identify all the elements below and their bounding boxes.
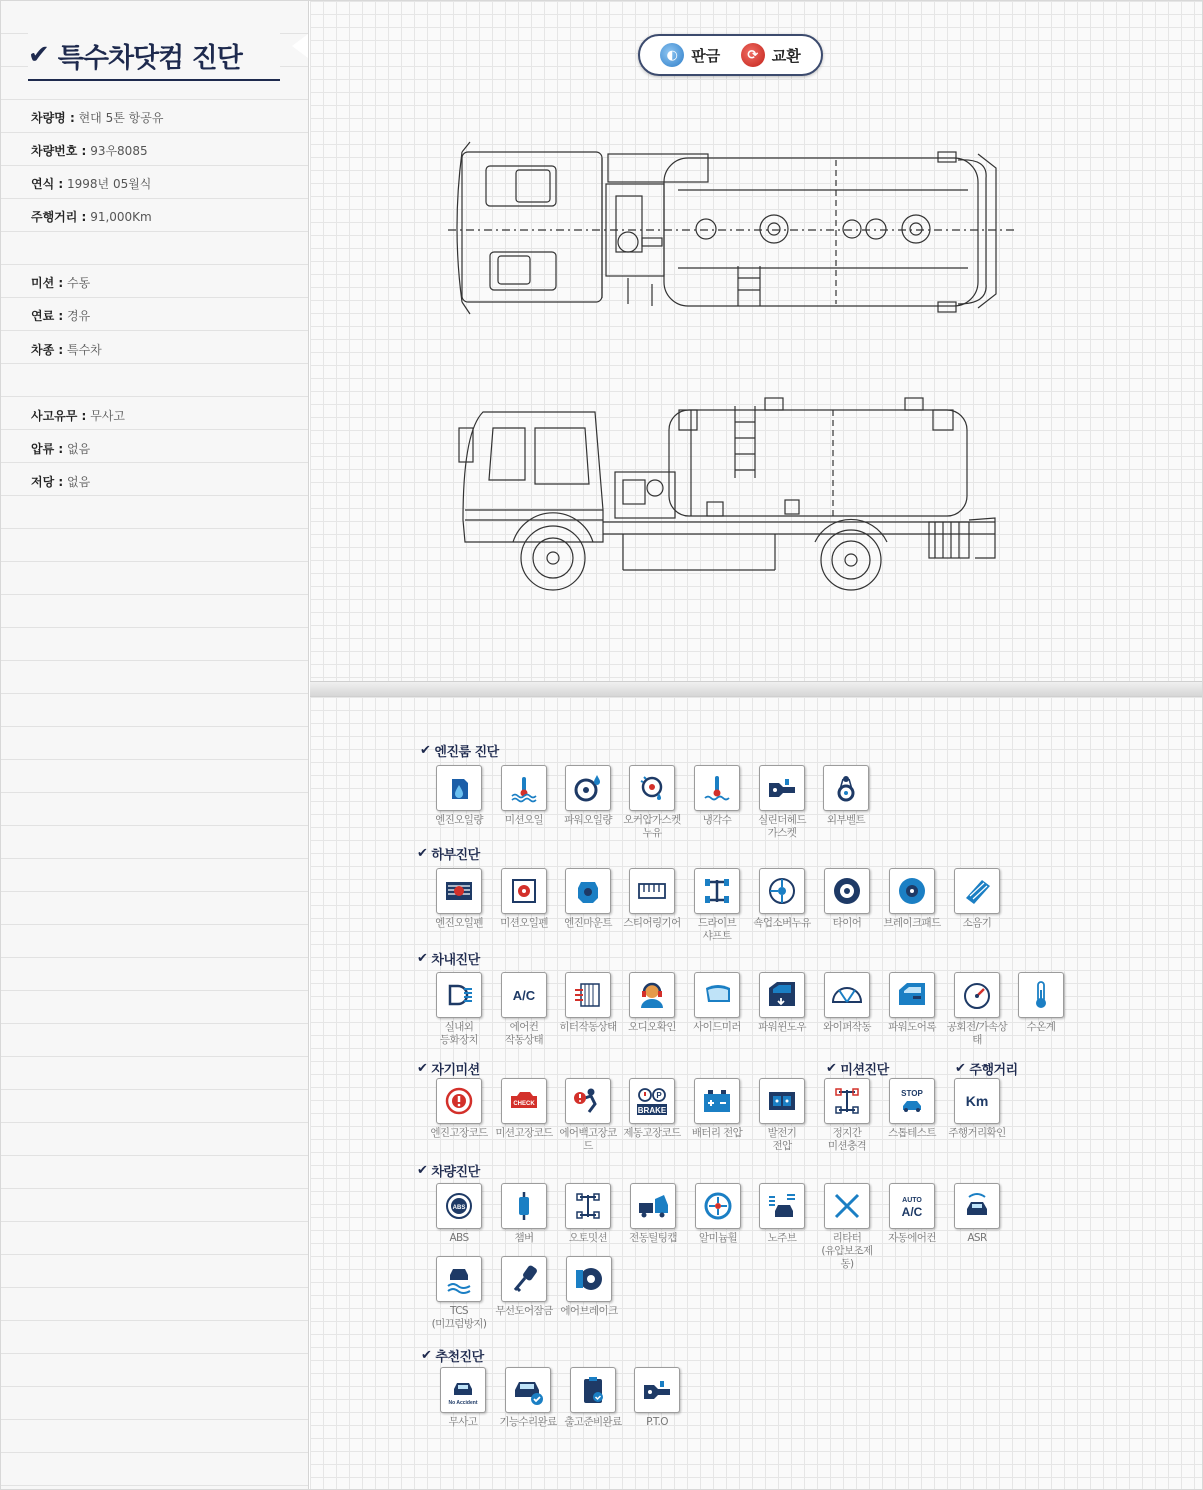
ac-icon-text: A/C — [512, 988, 536, 1003]
info-label: 차종 : — [31, 343, 64, 357]
external-belt-icon[interactable] — [823, 765, 869, 811]
auto-ac-icon[interactable] — [889, 1183, 935, 1229]
item-label: 파워오일량 — [564, 814, 612, 826]
diag-item[interactable] — [685, 868, 749, 943]
item-label: 실내외 등화장치 — [439, 1021, 479, 1046]
item-label: 실린더헤드 가스켓 — [758, 814, 806, 839]
item-label: 파워윈도우 — [758, 1021, 806, 1033]
item-label: ASR — [967, 1232, 987, 1244]
nozzle-car-icon[interactable] — [759, 1183, 805, 1229]
side-mirror-icon[interactable] — [694, 972, 740, 1018]
stop-icon-text: STOP — [901, 1089, 923, 1098]
item-label: 공회전/가속상태 — [946, 1021, 1008, 1046]
item-label: 엔진마운트 — [564, 917, 612, 929]
power-door-lock-icon[interactable] — [889, 972, 935, 1018]
check-icon: ✔ — [417, 951, 428, 966]
section-title: 차내진단 — [431, 953, 480, 968]
heater-icon[interactable] — [565, 972, 611, 1018]
check-icon: ✔ — [826, 1061, 837, 1076]
diag-item[interactable] — [685, 972, 749, 1034]
truck-side-view-diagram[interactable] — [455, 392, 1005, 594]
diag-item[interactable] — [561, 1367, 625, 1429]
diag-item[interactable] — [492, 972, 556, 1047]
item-label: 챔버 — [514, 1232, 534, 1244]
info-label: 차량명 : — [31, 111, 75, 125]
info-label: 차량번호 : — [31, 144, 87, 158]
replace-label: 교환 — [771, 46, 801, 65]
section-separator — [310, 681, 1202, 697]
mileage-check-icon[interactable] — [954, 1078, 1000, 1124]
diag-item[interactable] — [815, 972, 879, 1034]
pto-icon[interactable] — [634, 1367, 680, 1413]
info-value: 무사고 — [90, 409, 125, 423]
info-label: 연식 : — [31, 177, 64, 191]
automatic-transmission-icon[interactable] — [565, 1183, 611, 1229]
diag-item[interactable] — [880, 1183, 944, 1245]
item-label: 오커압가스켓 누유 — [623, 814, 681, 839]
dent-icon: ◐ — [660, 43, 684, 67]
item-label: 전동틸팅캡 — [629, 1232, 677, 1244]
transmission-oil-icon[interactable] — [501, 765, 547, 811]
repair-complete-icon[interactable] — [505, 1367, 551, 1413]
diag-item[interactable] — [880, 868, 944, 930]
diag-item[interactable] — [496, 1367, 560, 1429]
item-label: 엔진오일량 — [435, 814, 483, 826]
idle-accel-gauge-icon[interactable] — [954, 972, 1000, 1018]
diag-item[interactable] — [815, 1078, 879, 1153]
item-label: 에어브레이크 — [560, 1305, 618, 1317]
section-title: 주행거리 — [969, 1063, 1018, 1078]
item-label: 무선도어잠금 — [495, 1305, 553, 1317]
diag-item[interactable] — [427, 868, 491, 930]
diag-item[interactable] — [945, 1078, 1009, 1140]
brake-pad-icon[interactable] — [889, 868, 935, 914]
info-value: 1998년 05월식 — [67, 177, 152, 191]
section-recommended — [421, 1346, 484, 1365]
info-row-transmission — [31, 274, 94, 291]
section-title: 차량진단 — [431, 1165, 480, 1180]
steering-gear-icon[interactable] — [629, 868, 675, 914]
info-row-name — [31, 109, 167, 126]
diag-item[interactable] — [814, 765, 878, 827]
engine-oil-icon[interactable] — [436, 765, 482, 811]
diag-item[interactable] — [556, 972, 620, 1034]
diag-item[interactable] — [625, 1367, 689, 1429]
item-label: TCS (미끄럼방지) — [431, 1305, 487, 1330]
item-label: P.T.O — [646, 1416, 668, 1428]
dent-legend-button[interactable] — [660, 43, 720, 67]
power-steering-oil-icon[interactable] — [565, 765, 611, 811]
dent-label: 판금 — [691, 46, 721, 65]
replace-legend-button[interactable] — [741, 43, 801, 67]
section-title: 엔진룸 진단 — [434, 745, 499, 760]
info-value: 없음 — [67, 442, 91, 456]
diag-item[interactable] — [880, 972, 944, 1034]
item-label: 브레이크패드 — [883, 917, 941, 929]
info-label: 저당 : — [31, 475, 64, 489]
damage-legend — [638, 34, 823, 76]
diag-item[interactable] — [427, 1256, 491, 1331]
item-label: 오디오확인 — [628, 1021, 676, 1033]
engine-mount-icon[interactable] — [565, 868, 611, 914]
info-row-mortgage — [31, 473, 94, 490]
section-self-diagnosis — [417, 1059, 480, 1078]
diag-item[interactable] — [750, 1078, 814, 1153]
cylinder-head-gasket-icon[interactable] — [759, 765, 805, 811]
diag-item[interactable] — [685, 1078, 749, 1140]
diag-item[interactable] — [492, 868, 556, 930]
tire-icon[interactable] — [824, 868, 870, 914]
diag-item[interactable] — [880, 1078, 944, 1140]
item-label: 리타터 (유압보조제동) — [821, 1232, 873, 1270]
item-label: 쇽업소버누유 — [753, 917, 811, 929]
diag-item[interactable] — [620, 972, 684, 1034]
info-row-accident — [31, 407, 129, 424]
diag-item[interactable] — [492, 1256, 556, 1318]
power-window-icon[interactable] — [759, 972, 805, 1018]
diag-item[interactable] — [750, 868, 814, 930]
check-icon: ✔ — [955, 1061, 966, 1076]
diag-item[interactable] — [556, 1183, 620, 1245]
info-label: 주행거리 : — [31, 210, 87, 224]
diag-item[interactable] — [492, 1078, 556, 1140]
item-label: 사이드미러 — [693, 1021, 741, 1033]
diag-item[interactable] — [620, 868, 684, 930]
diag-item[interactable] — [815, 1183, 879, 1271]
chamber-icon[interactable] — [501, 1183, 547, 1229]
item-label: 외부벨트 — [826, 814, 866, 826]
diag-item[interactable] — [492, 765, 556, 827]
km-icon-text: Km — [965, 1093, 989, 1109]
sidebar-fold-notch — [292, 34, 308, 58]
retarder-icon[interactable] — [824, 1183, 870, 1229]
section-mileage — [955, 1059, 1018, 1078]
transmission-oil-pan-icon[interactable] — [501, 868, 547, 914]
headlight-icon[interactable] — [436, 972, 482, 1018]
item-label: 출고준비완료 — [564, 1416, 622, 1428]
abs-icon[interactable] — [436, 1183, 482, 1229]
section-transmission — [826, 1059, 889, 1078]
item-label: 기능수리완료 — [499, 1416, 557, 1428]
section-title: 자기미션 — [431, 1063, 480, 1078]
diag-item[interactable] — [620, 765, 684, 840]
sidebar-title — [28, 31, 280, 81]
diag-item[interactable] — [427, 972, 491, 1047]
section-title: 추천진단 — [435, 1350, 484, 1365]
check-icon: ✔ — [28, 40, 50, 70]
engine-oil-pan-icon[interactable] — [436, 868, 482, 914]
info-row-fuel — [31, 307, 94, 324]
item-label: 히터작동상태 — [559, 1021, 617, 1033]
item-label: 드라이브 샤프트 — [697, 917, 737, 942]
diag-item[interactable] — [685, 765, 749, 827]
info-value: 현대 5톤 항공유 — [78, 111, 164, 125]
auto-icon-text: AUTO — [902, 1197, 922, 1204]
water-temp-gauge-icon[interactable] — [1018, 972, 1064, 1018]
key-icon[interactable] — [501, 1256, 547, 1302]
item-label: 소음기 — [962, 917, 992, 929]
section-title: 미션진단 — [840, 1063, 889, 1078]
check-icon: ✔ — [421, 1348, 432, 1363]
coolant-icon[interactable] — [694, 765, 740, 811]
drive-shaft-icon[interactable] — [694, 868, 740, 914]
item-label: ABS — [449, 1232, 469, 1244]
replace-icon: ⟳ — [741, 43, 765, 67]
brake-p-text: P — [656, 1091, 662, 1100]
diag-item[interactable] — [427, 1183, 491, 1245]
diag-item[interactable] — [557, 1256, 621, 1318]
diag-item[interactable] — [556, 765, 620, 827]
diag-item[interactable] — [621, 1183, 685, 1245]
diag-item[interactable] — [1009, 972, 1073, 1034]
info-value: 경유 — [67, 309, 91, 323]
truck-top-view-diagram[interactable] — [448, 138, 1018, 323]
info-label: 연료 : — [31, 309, 64, 323]
check-icon: ✔ — [420, 743, 431, 758]
check-engine-icon[interactable] — [501, 1078, 547, 1124]
info-label: 사고유무 : — [31, 409, 87, 423]
section-engine-room — [420, 741, 499, 760]
item-label: 에어백고장코드 — [559, 1127, 617, 1152]
check-icon-text: CHECK — [513, 1101, 535, 1107]
check-icon: ✔ — [417, 1061, 428, 1076]
item-label: 냉각수 — [702, 814, 732, 826]
info-value: 특수차 — [67, 343, 102, 357]
muffler-icon[interactable] — [954, 868, 1000, 914]
tcs-icon[interactable] — [436, 1256, 482, 1302]
item-label: 미션오일 — [504, 814, 544, 826]
item-label: 오토밋션 — [568, 1232, 608, 1244]
section-interior — [417, 949, 480, 968]
audio-icon[interactable] — [629, 972, 675, 1018]
item-label: 발전기 전압 — [767, 1127, 797, 1152]
battery-icon[interactable] — [694, 1078, 740, 1124]
no-accident-icon[interactable] — [440, 1367, 486, 1413]
tilting-cab-icon[interactable] — [630, 1183, 676, 1229]
item-label: 정지간 미션충격 — [827, 1127, 867, 1152]
check-icon: ✔ — [417, 846, 428, 861]
info-row-year — [31, 175, 155, 192]
item-label: 제동고장코드 — [623, 1127, 681, 1139]
item-label: 노주브 — [767, 1232, 797, 1244]
diag-item[interactable] — [427, 765, 491, 827]
alloy-wheel-icon[interactable] — [695, 1183, 741, 1229]
item-label: 무사고 — [448, 1416, 478, 1428]
no-accident-icon-text: No Accident — [448, 1400, 478, 1406]
diag-item[interactable] — [750, 1183, 814, 1245]
ready-to-ship-icon[interactable] — [570, 1367, 616, 1413]
air-brake-icon[interactable] — [566, 1256, 612, 1302]
wiper-icon[interactable] — [824, 972, 870, 1018]
airbag-fault-icon[interactable] — [565, 1078, 611, 1124]
item-label: 스톱테스트 — [888, 1127, 936, 1139]
item-label: 알미늄휠 — [698, 1232, 738, 1244]
item-label: 엔진오일펜 — [435, 917, 483, 929]
info-row-type — [31, 341, 106, 358]
item-label: 스티어링기어 — [623, 917, 681, 929]
diag-item[interactable] — [492, 1183, 556, 1245]
item-label: 미션오일펜 — [500, 917, 548, 929]
diag-item[interactable] — [750, 765, 814, 840]
diag-item[interactable] — [686, 1183, 750, 1245]
engine-fault-code-icon[interactable] — [436, 1078, 482, 1124]
item-label: 와이퍼작동 — [823, 1021, 871, 1033]
stop-test-icon[interactable] — [889, 1078, 935, 1124]
brake-fault-icon[interactable] — [629, 1078, 675, 1124]
asr-icon[interactable] — [954, 1183, 1000, 1229]
item-label: 타이어 — [832, 917, 862, 929]
info-value: 수동 — [67, 276, 91, 290]
item-label: 자동에어컨 — [888, 1232, 936, 1244]
diag-item[interactable] — [945, 1183, 1009, 1245]
abs-icon-text: ABS — [452, 1205, 466, 1211]
diag-item[interactable] — [431, 1367, 495, 1429]
item-label: 엔진고장코드 — [430, 1127, 488, 1139]
check-icon: ✔ — [417, 1163, 428, 1178]
section-vehicle — [417, 1161, 480, 1180]
diag-item[interactable] — [945, 868, 1009, 930]
info-value: 93우8085 — [90, 144, 148, 158]
item-label: 파워도어록 — [888, 1021, 936, 1033]
section-underbody — [417, 844, 480, 863]
info-label: 압류 : — [31, 442, 64, 456]
item-label: 수온계 — [1026, 1021, 1056, 1033]
info-row-mileage — [31, 208, 156, 225]
section-title: 하부진단 — [431, 848, 480, 863]
item-label: 에어컨 작동상태 — [504, 1021, 544, 1046]
diag-item[interactable] — [556, 868, 620, 930]
info-row-seizure — [31, 440, 94, 457]
brake-icon-text: BRAKE — [637, 1106, 667, 1115]
item-label: 배터리 전압 — [691, 1127, 743, 1139]
shock-absorber-icon[interactable] — [759, 868, 805, 914]
diag-item[interactable] — [945, 972, 1009, 1047]
sidebar-title-text: 특수차닷컴 진단 — [57, 42, 242, 74]
diag-item[interactable] — [750, 972, 814, 1034]
info-row-plate — [31, 142, 152, 159]
transmission-shock-icon[interactable] — [824, 1078, 870, 1124]
auto-ac-icon-text: A/C — [901, 1205, 923, 1219]
ac-icon[interactable] — [501, 972, 547, 1018]
diag-item[interactable] — [427, 1078, 491, 1140]
diag-item[interactable] — [556, 1078, 620, 1153]
alternator-icon[interactable] — [759, 1078, 805, 1124]
info-value: 없음 — [67, 475, 91, 489]
vehicle-info-sidebar — [1, 1, 309, 1489]
oil-gasket-leak-icon[interactable] — [629, 765, 675, 811]
diag-item[interactable] — [620, 1078, 684, 1140]
info-value: 91,000Km — [90, 210, 152, 224]
item-label: 미션고장코드 — [495, 1127, 553, 1139]
item-label: 주행거리확인 — [948, 1127, 1006, 1139]
info-label: 미션 : — [31, 276, 64, 290]
diag-item[interactable] — [815, 868, 879, 930]
